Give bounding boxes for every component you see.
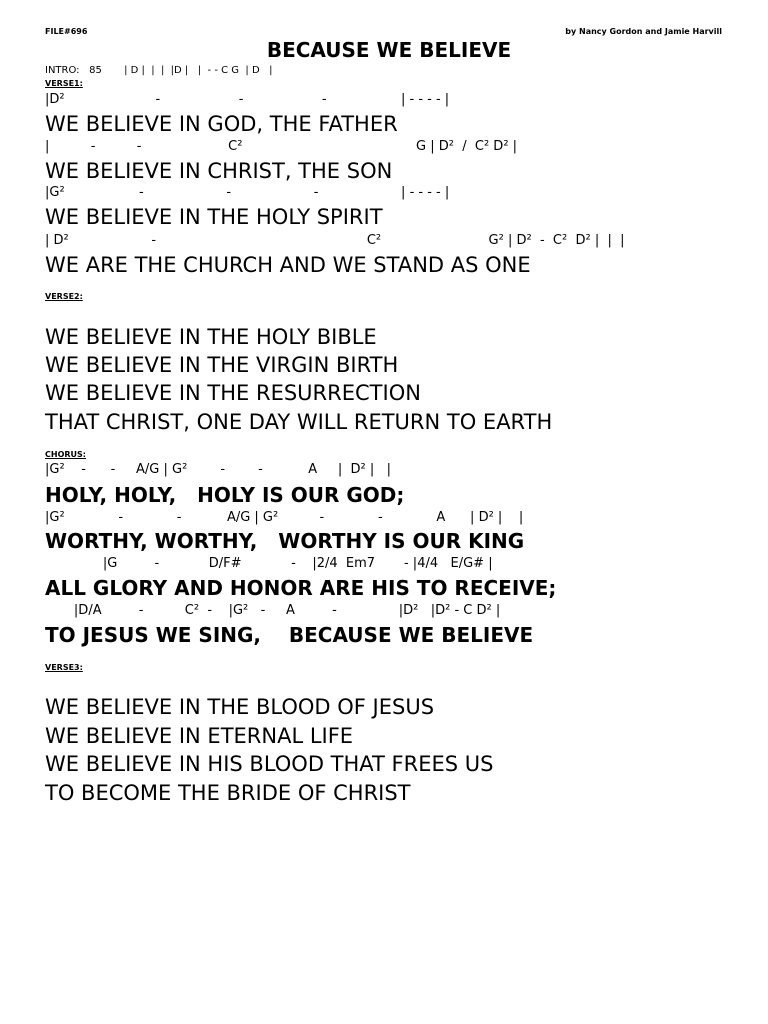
song-title: BECAUSE WE BELIEVE — [266, 38, 512, 62]
lyric-line: WORTHY, WORTHY, WORTHY IS OUR KING — [45, 529, 525, 553]
chord-line: |G² - - A/G | G² - - A | D² | | — [45, 462, 391, 477]
lyric-line: WE BELIEVE IN CHRIST, THE SON — [45, 159, 393, 183]
intro-chords: INTRO: 85 | D | | | |D | | - - C G | D | — [45, 65, 273, 76]
verse2-label: VERSE2: — [45, 292, 83, 301]
chord-line: |G² - - A/G | G² - - A | D² | | — [45, 510, 524, 525]
chord-line: |G - D/F# - |2/4 Em7 - |4/4 E/G# | — [45, 556, 493, 571]
chord-line: |D² - - - | - - - - | — [45, 92, 450, 107]
chord-line: |G² - - - | - - - - | — [45, 185, 450, 200]
lyric-line: HOLY, HOLY, HOLY IS OUR GOD; — [45, 483, 405, 507]
chorus-label: CHORUS: — [45, 450, 86, 459]
lyric-line: WE BELIEVE IN THE HOLY SPIRIT — [45, 205, 383, 229]
lyric-line: WE BELIEVE IN THE RESURRECTION — [45, 381, 421, 405]
verse1-label: VERSE1: — [45, 79, 83, 88]
verse3-label: VERSE3: — [45, 663, 83, 672]
lyric-line: WE BELIEVE IN GOD, THE FATHER — [45, 112, 398, 136]
lyric-line: WE ARE THE CHURCH AND WE STAND AS ONE — [45, 253, 531, 277]
lyric-line: THAT CHRIST, ONE DAY WILL RETURN TO EARTH — [45, 410, 553, 434]
lyric-line: WE BELIEVE IN ETERNAL LIFE — [45, 724, 354, 748]
lyric-line: WE BELIEVE IN THE VIRGIN BIRTH — [45, 353, 399, 377]
chord-line: | - - C² G | D² / C² D² | — [45, 139, 518, 154]
file-id: FILE#696 — [45, 27, 88, 36]
chord-line: |D/A - C² - |G² - A - |D² |D² - C D² | — [45, 603, 501, 618]
lyric-line: TO BECOME THE BRIDE OF CHRIST — [45, 781, 411, 805]
lyric-line: ALL GLORY AND HONOR ARE HIS TO RECEIVE; — [45, 576, 557, 600]
lyric-line: WE BELIEVE IN THE BLOOD OF JESUS — [45, 695, 435, 719]
lyric-line: WE BELIEVE IN HIS BLOOD THAT FREES US — [45, 752, 494, 776]
lyric-line: WE BELIEVE IN THE HOLY BIBLE — [45, 325, 377, 349]
authors: by Nancy Gordon and Jamie Harvill — [565, 27, 722, 36]
lyric-line: TO JESUS WE SING, BECAUSE WE BELIEVE — [45, 623, 534, 647]
chord-line: | D² - C² G² | D² - C² D² | | | — [45, 233, 625, 248]
